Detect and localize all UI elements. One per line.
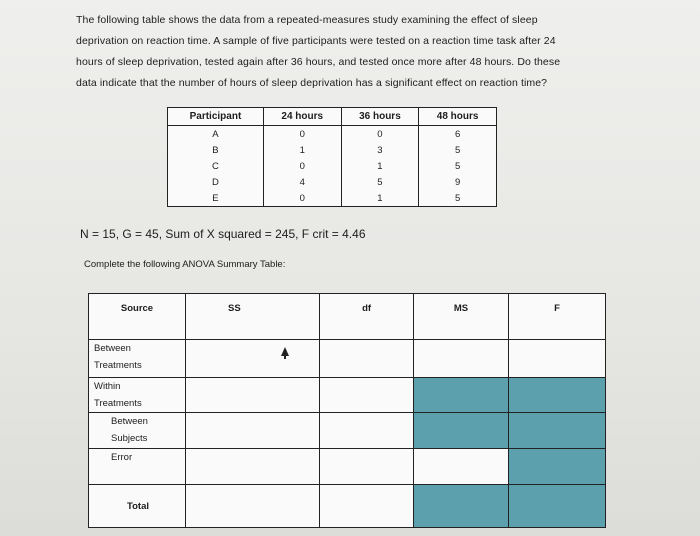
anova-row-error: [89, 449, 606, 485]
shaded-cell: [509, 485, 606, 528]
question-line: hours of sleep deprivation, tested again after 36 hours, and tested once more after 48 hours. Do these: [76, 56, 561, 68]
header-df: df: [320, 294, 414, 340]
source-label: [89, 413, 186, 449]
cell: A: [168, 126, 264, 143]
cell: 5: [419, 190, 497, 207]
header-f: F: [509, 294, 606, 340]
df-subjects-input[interactable]: [320, 413, 414, 449]
mouse-pointer-icon: [281, 347, 289, 356]
shaded-cell: [413, 485, 508, 528]
cell: 1: [263, 142, 341, 158]
header-source: Source: [89, 294, 186, 340]
table-row: [168, 158, 497, 174]
question-line: The following table shows the data from a repeated-measures study examining the effect of sleep: [76, 14, 538, 26]
ss-within-input[interactable]: [185, 378, 319, 413]
cell: 0: [341, 126, 419, 143]
label-line: Error: [111, 452, 133, 463]
df-between-input[interactable]: [320, 340, 414, 378]
shaded-cell: [509, 449, 606, 485]
table-row: [168, 190, 497, 207]
cell: B: [168, 142, 264, 158]
ss-error-input[interactable]: [185, 449, 319, 485]
cell: 5: [419, 158, 497, 174]
cell: D: [168, 174, 264, 190]
header-24-hours: 24 hours: [263, 108, 341, 126]
source-label: [89, 340, 186, 378]
label-line: Between: [94, 343, 131, 354]
table-row: [168, 174, 497, 190]
header-ms: MS: [413, 294, 508, 340]
shaded-cell: [509, 413, 606, 449]
ss-between-input[interactable]: [185, 340, 319, 378]
sleep-data-table: [167, 107, 497, 207]
df-within-input[interactable]: [320, 378, 414, 413]
cell: 0: [263, 126, 341, 143]
ms-error-input[interactable]: [413, 449, 508, 485]
cell: 6: [419, 126, 497, 143]
header-36-hours: 36 hours: [341, 108, 419, 126]
label-line: Between: [111, 416, 148, 427]
cell: 1: [341, 158, 419, 174]
anova-header-row: [89, 294, 606, 340]
question-text: [76, 10, 636, 94]
label-line: Subjects: [111, 433, 148, 444]
table-row: [168, 142, 497, 158]
anova-instruction: Complete the following ANOVA Summary Table:: [84, 259, 286, 270]
table-row: [168, 126, 497, 143]
ss-subjects-input[interactable]: [185, 413, 319, 449]
summary-statistics: N = 15, G = 45, Sum of X squared = 245, F crit = 4.46: [80, 227, 366, 241]
anova-row-total: [89, 485, 606, 528]
source-label: [89, 449, 186, 485]
shaded-cell: [413, 378, 508, 413]
cell: 3: [341, 142, 419, 158]
label-line: Treatments: [94, 360, 142, 371]
shaded-cell: [413, 413, 508, 449]
cell: 5: [419, 142, 497, 158]
cell: 4: [263, 174, 341, 190]
header-ss: SS: [185, 294, 319, 340]
cell: 0: [263, 190, 341, 207]
cell: 0: [263, 158, 341, 174]
label-line: Within: [94, 381, 121, 392]
df-error-input[interactable]: [320, 449, 414, 485]
source-label: [89, 378, 186, 413]
f-between-input[interactable]: [509, 340, 606, 378]
ss-total-input[interactable]: [185, 485, 319, 528]
cell: 5: [341, 174, 419, 190]
shaded-cell: [509, 378, 606, 413]
header-48-hours: 48 hours: [419, 108, 497, 126]
source-label: Total: [89, 485, 186, 528]
cell: 9: [419, 174, 497, 190]
anova-row-between-subjects: [89, 413, 606, 449]
table-header-row: [168, 108, 497, 126]
df-total-input[interactable]: [320, 485, 414, 528]
anova-row-within-treatments: [89, 378, 606, 413]
label-line: Treatments: [94, 398, 142, 409]
cell: C: [168, 158, 264, 174]
anova-row-between-treatments: [89, 340, 606, 378]
cell: E: [168, 190, 264, 207]
header-participant: Participant: [168, 108, 264, 126]
question-line: data indicate that the number of hours of sleep deprivation has a significant effect on reaction time?: [76, 77, 548, 89]
ms-between-input[interactable]: [413, 340, 508, 378]
cell: 1: [341, 190, 419, 207]
question-line: deprivation on reaction time. A sample of five participants were tested on a reaction time task after 24: [76, 35, 556, 47]
anova-summary-table: [88, 293, 606, 528]
